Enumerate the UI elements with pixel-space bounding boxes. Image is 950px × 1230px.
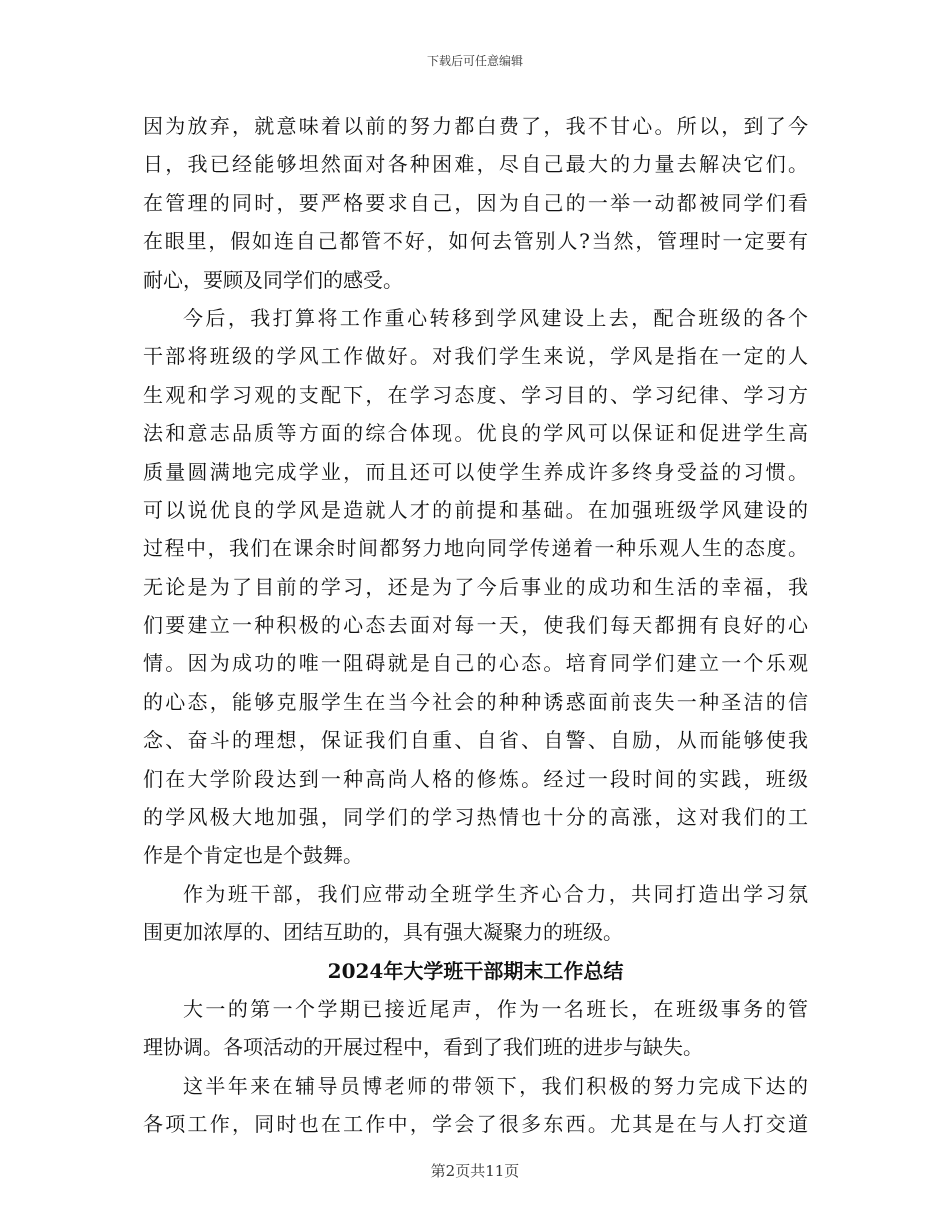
- page-number: 第2页共11页: [430, 1162, 520, 1180]
- body-line: 们在大学阶段达到一种高尚人格的修炼。经过一段时间的实践，班级: [143, 766, 808, 791]
- body-line: 干部将班级的学风工作做好。对我们学生来说，学风是指在一定的人: [143, 344, 808, 369]
- body-line: 耐心，要顾及同学们的感受。: [143, 267, 403, 292]
- body-line: 念、奋斗的理想，保证我们自重、自省、自警、自励，从而能够使我: [143, 728, 808, 753]
- body-line: 作为班干部，我们应带动全班学生齐心合力，共同打造出学习氛: [183, 881, 808, 906]
- body-line: 过程中，我们在课余时间都努力地向同学传递着一种乐观人生的态度。: [143, 536, 808, 561]
- section-title: 2024年大学班干部期末工作总结: [327, 958, 624, 983]
- page-header-note: 下载后可任意编辑: [426, 54, 523, 68]
- body-line: 情。因为成功的唯一阻碍就是自己的心态。培育同学们建立一个乐观: [143, 651, 808, 676]
- body-line: 质量圆满地完成学业，而且还可以使学生养成许多终身受益的习惯。: [143, 459, 808, 484]
- body-line: 围更加浓厚的、团结互助的，具有强大凝聚力的班级。: [143, 920, 623, 945]
- body-line: 日，我已经能够坦然面对各种困难，尽自己最大的力量去解决它们。: [143, 152, 808, 177]
- body-line: 的心态，能够克服学生在当今社会的种种诱惑面前丧失一种圣洁的信: [143, 689, 808, 714]
- body-line: 在眼里，假如连自己都管不好，如何去管别人?当然，管理时一定要有: [143, 229, 808, 254]
- body-line: 法和意志品质等方面的综合体现。优良的学风可以保证和促进学生高: [143, 421, 808, 446]
- body-line: 因为放弃，就意味着以前的努力都白费了，我不甘心。所以，到了今: [143, 114, 808, 138]
- body-line: 大一的第一个学期已接近尾声，作为一名班长，在班级事务的管: [183, 996, 808, 1021]
- body-line: 今后，我打算将工作重心转移到学风建设上去，配合班级的各个: [183, 305, 808, 330]
- body-line: 这半年来在辅导员博老师的带领下，我们积极的努力完成下达的: [183, 1073, 808, 1098]
- document-body: [143, 107, 808, 1144]
- body-line: 们要建立一种积极的心态去面对每一天，使我们每天都拥有良好的心: [143, 613, 808, 638]
- body-line: 各项工作，同时也在工作中，学会了很多东西。尤其是在与人打交道: [143, 1112, 808, 1137]
- body-line: 在管理的同时，要严格要求自己，因为自己的一举一动都被同学们看: [143, 190, 808, 215]
- body-line: 作是个肯定也是个鼓舞。: [143, 843, 363, 868]
- body-line: 理协调。各项活动的开展过程中，看到了我们班的进步与缺失。: [143, 1035, 703, 1060]
- body-line: 可以说优良的学风是造就人才的前提和基础。在加强班级学风建设的: [143, 497, 808, 522]
- body-line: 的学风极大地加强，同学们的学习热情也十分的高涨，这对我们的工: [143, 805, 808, 830]
- body-line: 生观和学习观的支配下，在学习态度、学习目的、学习纪律、学习方: [143, 382, 808, 407]
- body-line: 无论是为了目前的学习，还是为了今后事业的成功和生活的幸福，我: [143, 574, 808, 599]
